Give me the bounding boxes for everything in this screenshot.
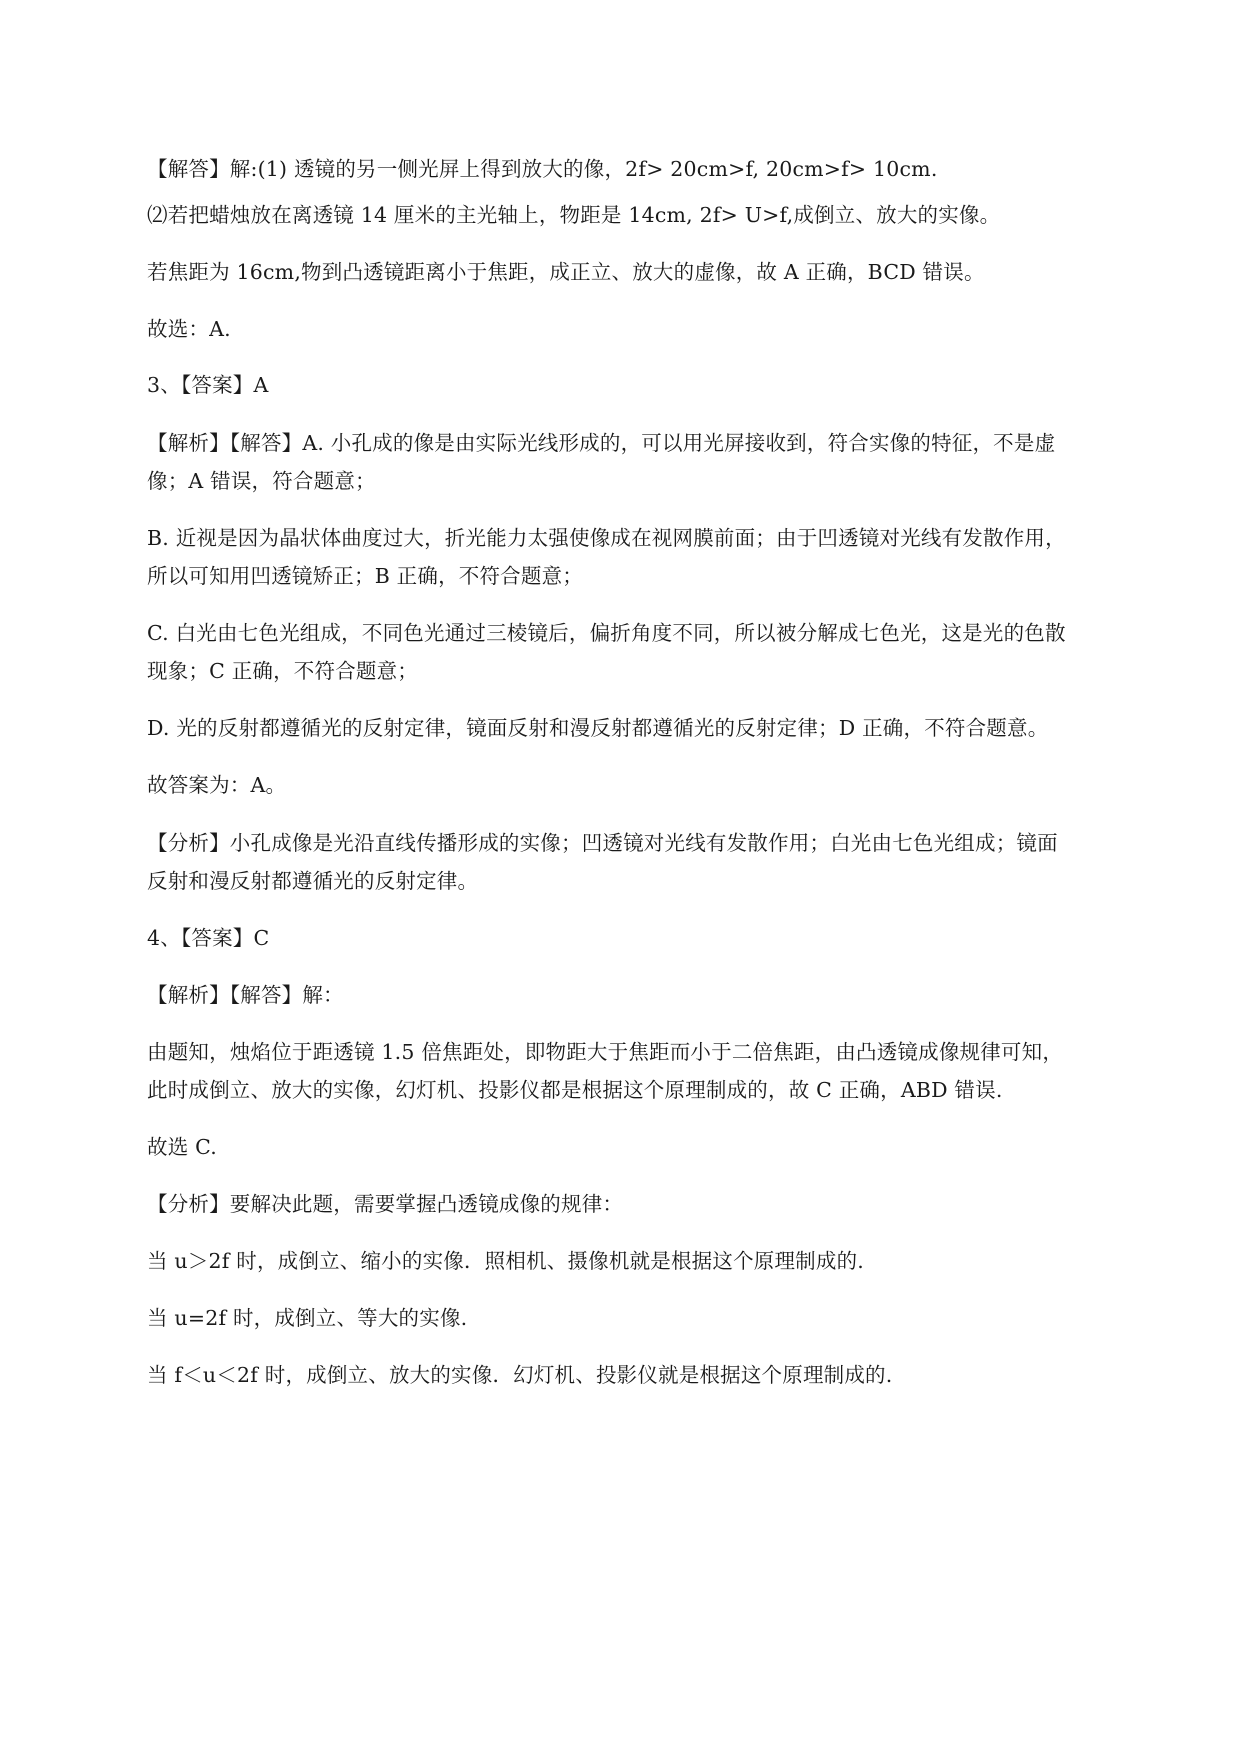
- answer-4-heading: 4、【答案】C: [147, 926, 270, 950]
- text-line-q4-solution: 由题知，烛焰位于距透镜 1.5 倍焦距处，即物距大于焦距而小于二倍焦距，由凸透镜成像规律可知，: [147, 1040, 1064, 1064]
- text-line-q3-analysis-cont: 反射和漫反射都遵循光的反射定律。: [147, 869, 479, 893]
- text-line-q3-option-b-cont: 所以可知用凹透镜矫正；B 正确，不符合题意；: [147, 564, 583, 588]
- text-line-q4-solution-label: 【解析】【解答】解：: [147, 983, 344, 1007]
- text-line-q4-analysis: 【分析】要解决此题，需要掌握凸透镜成像的规律：: [147, 1192, 624, 1216]
- text-line-rule-f-lt-u-lt-2f: 当 f＜u＜2f 时，成倒立、放大的实像．幻灯机、投影仪就是根据这个原理制成的.: [147, 1363, 893, 1387]
- text-line-rule-u-eq-2f: 当 u=2f 时，成倒立、等大的实像.: [147, 1306, 468, 1330]
- text-line-choice-a: 故选：A.: [147, 317, 231, 341]
- text-line-q3-analysis-a-cont: 像；A 错误，符合题意；: [147, 469, 376, 493]
- text-line-solution-part-2: ⑵若把蜡烛放在离透镜 14 厘米的主光轴上，物距是 14cm, 2f> U>f,成倒立、放大的实像。: [147, 203, 1001, 227]
- text-line-q3-option-c: C. 白光由七色光组成，不同色光通过三棱镜后，偏折角度不同，所以被分解成七色光，这是光的色散: [147, 621, 1066, 645]
- text-line-q3-analysis: 【分析】小孔成像是光沿直线传播形成的实像；凹透镜对光线有发散作用；白光由七色光组成；镜面: [147, 831, 1058, 855]
- text-line-q3-final-answer: 故答案为：A。: [147, 773, 287, 797]
- text-line-q3-option-d: D. 光的反射都遵循光的反射定律，镜面反射和漫反射都遵循光的反射定律；D 正确，不符合题意。: [147, 716, 1049, 740]
- text-line-q3-analysis-a: 【解析】【解答】A. 小孔成的像是由实际光线形成的，可以用光屏接收到，符合实像的特征，不是虚: [147, 431, 1056, 455]
- text-line-q4-solution-cont: 此时成倒立、放大的实像，幻灯机、投影仪都是根据这个原理制成的，故 C 正确，ABD 错误.: [147, 1078, 1003, 1102]
- text-line-focal-length: 若焦距为 16cm,物到凸透镜距离小于焦距，成正立、放大的虚像，故 A 正确，BCD 错误。: [147, 260, 985, 284]
- answer-3-heading: 3、【答案】A: [147, 373, 269, 397]
- text-line-rule-u-gt-2f: 当 u＞2f 时，成倒立、缩小的实像．照相机、摄像机就是根据这个原理制成的.: [147, 1249, 864, 1273]
- text-line-solution-part-1: 【解答】解:(1) 透镜的另一侧光屏上得到放大的像，2f> 20cm>f, 20cm>f> 10cm.: [147, 157, 938, 181]
- text-line-q4-choice-c: 故选 C.: [147, 1135, 217, 1159]
- text-line-q3-option-b: B. 近视是因为晶状体曲度过大，折光能力太强使像成在视网膜前面；由于凹透镜对光线有发散作用，: [147, 526, 1066, 550]
- text-line-q3-option-c-cont: 现象；C 正确，不符合题意；: [147, 659, 419, 683]
